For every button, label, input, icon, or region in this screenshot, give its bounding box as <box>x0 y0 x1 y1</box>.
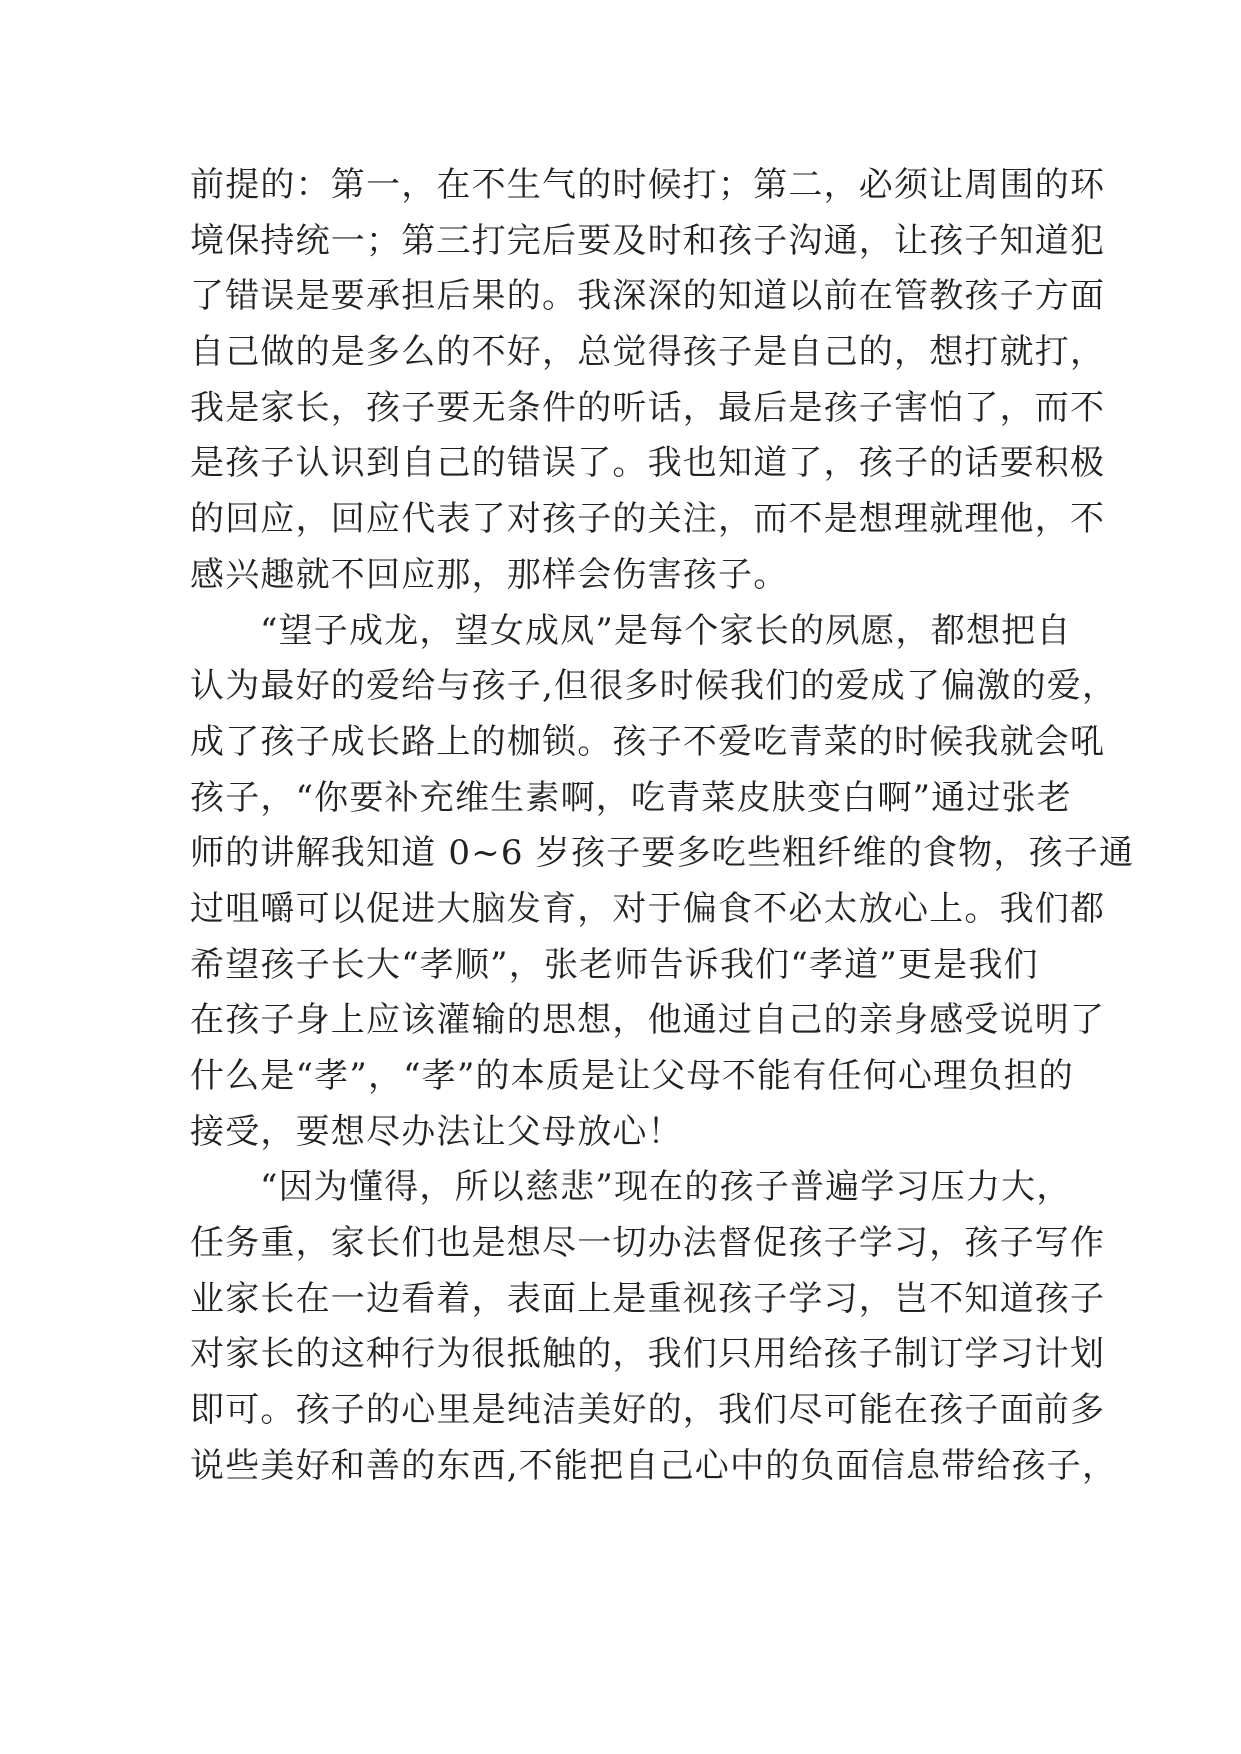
text-line: 什么是“孝”，“孝”的本质是让父母不能有任何心理负担的 <box>190 1056 1074 1096</box>
paragraph-3 <box>190 1160 1118 1494</box>
text-line: 孩子，“你要补充维生素啊，吃青菜皮肤变白啊”通过张老 <box>190 777 1072 818</box>
text-line: “望子成龙，望女成凤”是每个家长的夙愿，都想把自 <box>260 610 1072 651</box>
text-line: 接受，要想尽办法让父母放心！ <box>190 1111 683 1152</box>
text-line: 在孩子身上应该灌输的思想，他通过自己的亲身感受说明了 <box>190 1000 1106 1041</box>
text-line: 成了孩子成长路上的枷锁。孩子不爱吃青菜的时候我就会吼 <box>190 721 1106 762</box>
text-line: 认为最好的爱给与孩子,但很多时候我们的爱成了偏激的爱， <box>190 666 1118 707</box>
text-line: “因为懂得，所以慈悲”现在的孩子普遍学习压力大， <box>260 1167 1072 1208</box>
text-line: 我是家长，孩子要无条件的听话，最后是孩子害怕了，而不 <box>190 387 1106 428</box>
text-line: 对家长的这种行为很抵触的，我们只用给孩子制订学习计划 <box>190 1334 1106 1375</box>
text-line: 感兴趣就不回应那，那样会伤害孩子。 <box>190 554 789 595</box>
text-line: 前提的：第一，在不生气的时候打；第二，必须让周围的环 <box>190 165 1106 205</box>
paragraph-2 <box>190 604 1135 1161</box>
text-line: 说些美好和善的东西,不能把自己心中的负面信息带给孩子， <box>190 1445 1118 1486</box>
text-line: 是孩子认识到自己的错误了。我也知道了，孩子的话要积极 <box>190 443 1106 484</box>
paragraph-1 <box>190 158 1106 604</box>
text-line: 师的讲解我知道 0~6 岁孩子要多吃些粗纤维的食物，孩子通 <box>190 833 1135 874</box>
text-line: 自己做的是多么的不好，总觉得孩子是自己的，想打就打， <box>190 332 1106 373</box>
text-line: 了错误是要承担后果的。我深深的知道以前在管教孩子方面 <box>190 276 1106 317</box>
text-line: 境保持统一；第三打完后要及时和孩子沟通，让孩子知道犯 <box>190 220 1106 261</box>
text-line: 的回应，回应代表了对孩子的关注，而不是想理就理他，不 <box>190 499 1106 540</box>
text-line: 希望孩子长大“孝顺”，张老师告诉我们“孝道”更是我们 <box>190 944 1039 985</box>
body-text <box>190 158 1135 1495</box>
text-line: 业家长在一边看着，表面上是重视孩子学习，岂不知道孩子 <box>190 1278 1106 1319</box>
text-line: 即可。孩子的心里是纯洁美好的，我们尽可能在孩子面前多 <box>190 1390 1106 1431</box>
text-line: 过咀嚼可以促进大脑发育，对于偏食不必太放心上。我们都 <box>190 888 1106 929</box>
text-line: 任务重，家长们也是想尽一切办法督促孩子学习，孩子写作 <box>190 1223 1106 1264</box>
